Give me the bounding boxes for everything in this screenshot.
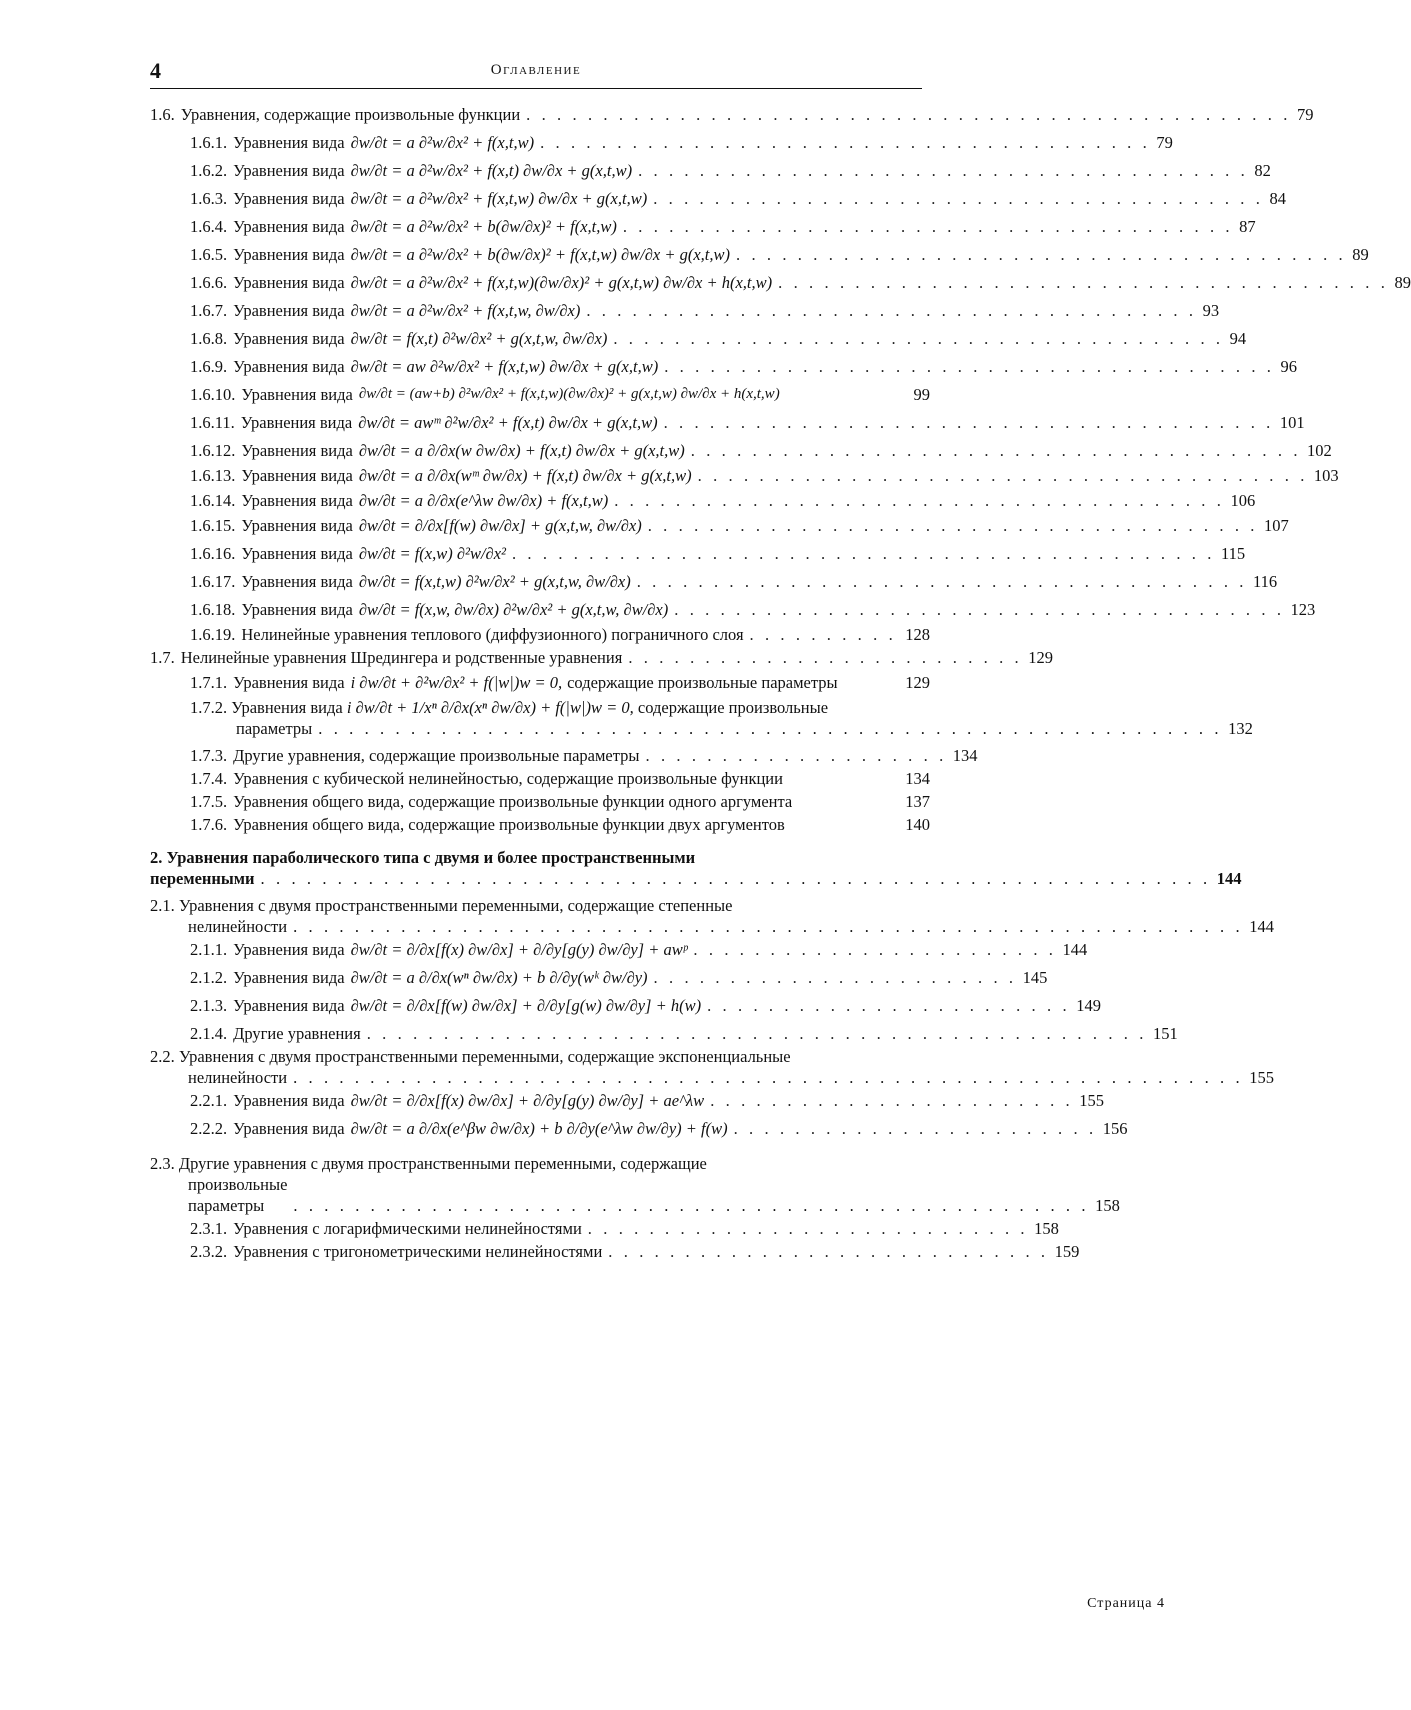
toc-page: 129 (905, 673, 930, 692)
toc-formula: ∂w/∂t = a ∂/∂x(e^βw ∂w/∂x) + b ∂/∂y(e^λw ∂w/∂y) + f(w) (350, 1119, 728, 1138)
toc-formula: ∂w/∂t = a ∂/∂x(e^λw ∂w/∂x) + f(x,t,w) (358, 491, 609, 510)
toc-number: 1.6.9. (190, 357, 228, 376)
leader-dots: . . . . . . . . . . . . . . . . . . . . . . . . (693, 940, 1057, 959)
leader-dots: . . . . . . . . . . . . . . . . . . . . . . . . . . . . . . . . . . . . . . . . (653, 189, 1264, 208)
toc-formula: ∂w/∂t = f(x,w, ∂w/∂x) ∂²w/∂x² + g(x,t,w, ∂w/∂x) (358, 600, 669, 619)
toc-title: Другие уравнения с двумя пространственными переменными, содержащие (178, 1154, 707, 1173)
toc-page: 106 (1230, 491, 1256, 510)
toc-page: 115 (1220, 544, 1246, 563)
toc-page: 87 (1239, 217, 1256, 236)
toc-entry-1-7-1[interactable] (150, 672, 930, 693)
toc-title: Уравнения вида (241, 572, 353, 591)
toc-page: 84 (1269, 189, 1286, 208)
toc-number: 2.1.2. (190, 968, 228, 987)
toc-chapter-2[interactable] (150, 847, 1242, 889)
toc-title: Уравнения вида (233, 940, 345, 959)
toc-title-continued: произвольные параметры (188, 1175, 288, 1215)
toc-formula: ∂w/∂t = a ∂²w/∂x² + f(x,t,w) (350, 133, 535, 152)
toc-number: 1.7.3. (190, 746, 228, 765)
toc-formula: ∂w/∂t = ∂/∂x[f(w) ∂w/∂x] + ∂/∂y[g(w) ∂w/∂y] + h(w) (350, 996, 702, 1015)
toc-number: 1.7.2. (190, 698, 228, 717)
toc-entry-2-2-2[interactable] (150, 1118, 1128, 1139)
toc-number: 1.6.12. (190, 441, 236, 460)
leader-dots: . . . . . . . . . . . . . . . . . . . . . . . . . . . . . . . . . . . . . . . . . . . . . . . . . . . . . . . . . . . . . . (260, 869, 1211, 888)
toc-title: Другие уравнения (233, 1024, 361, 1043)
toc-formula: ∂w/∂t = f(x,t) ∂²w/∂x² + g(x,t,w, ∂w/∂x) (350, 329, 608, 348)
toc-formula: ∂w/∂t = f(x,w) ∂²w/∂x² (358, 544, 506, 563)
toc-title: Нелинейные уравнения теплового (диффузионного) пограничного слоя (241, 625, 744, 644)
toc-page: 79 (1156, 133, 1173, 152)
toc-number: 2.3. (150, 1154, 175, 1173)
leader-dots: . . . . . . . . . . . . . . . . . . . . . . . . . . . . . . . . . . . . . . . . . . . . . . . . . . . . (293, 1196, 1090, 1215)
toc-entry-2-1[interactable] (150, 895, 1274, 937)
toc-page: 134 (952, 746, 978, 765)
toc-title: Уравнения вида (241, 441, 353, 460)
leader-dots: . . . . . . . . . . . . . . . . . . . . . . . . . . (628, 648, 1023, 667)
leader-dots: . . . . . . . . . . . . . . . . . . . . . . . . . . . . . . . . . . . . . . . . (636, 572, 1247, 591)
toc-page: 79 (1296, 105, 1314, 124)
toc-page: 137 (905, 792, 930, 811)
toc-page: 149 (1076, 996, 1101, 1015)
toc-title: Уравнения общего вида, содержащие произвольные функции двух аргументов (233, 815, 785, 834)
toc-entry-1-6-11[interactable] (150, 412, 1305, 433)
toc-title: Уравнения вида (233, 301, 345, 320)
toc-formula: ∂w/∂t = awᵐ ∂²w/∂x² + f(x,t) ∂w/∂x + g(x,t,w) (358, 413, 658, 432)
chapter-gap (150, 837, 930, 847)
toc-page: 155 (1079, 1091, 1105, 1110)
toc-page: 103 (1313, 466, 1339, 485)
toc-page: 89 (1394, 273, 1411, 292)
toc-title: Уравнения вида (240, 413, 353, 432)
toc-page: 144 (1062, 940, 1088, 959)
toc-title: Уравнения с двумя пространственными переменными, содержащие степенные (178, 896, 733, 915)
leader-dots: . . . . . . . . . . . . . . . . . . . . (645, 746, 947, 765)
leader-dots: . . . . . . . . . . . . . . . . . . . . . . . . . . . . . . . . . . . . . . . . (614, 491, 1225, 510)
toc-number: 1.6. (150, 105, 175, 124)
toc-title: Уравнения вида (233, 217, 345, 236)
leader-dots: . . . . . . . . . . . . . . . . . . . . . . . . . . . . . (587, 1219, 1029, 1238)
toc-formula: i ∂w/∂t + ∂²w/∂x² + f(|w|)w = 0, (350, 673, 563, 692)
toc-page: 107 (1264, 516, 1289, 535)
toc-page: 128 (905, 625, 930, 644)
toc-formula: ∂w/∂t = ∂/∂x[f(x) ∂w/∂x] + ∂/∂y[g(y) ∂w/∂y] + awᵖ (350, 940, 688, 959)
toc-number: 2.1.1. (190, 940, 228, 959)
toc-number: 1.7.6. (190, 815, 228, 834)
toc-page: 158 (1095, 1196, 1120, 1215)
toc-formula: ∂w/∂t = a ∂/∂x(w ∂w/∂x) + f(x,t) ∂w/∂x + g(x,t,w) (358, 441, 685, 460)
toc-formula: ∂w/∂t = ∂/∂x[f(x) ∂w/∂x] + ∂/∂y[g(y) ∂w/∂y] + ae^λw (350, 1091, 705, 1110)
toc-page: 129 (1028, 648, 1054, 667)
toc-page: 96 (1280, 357, 1297, 376)
toc-number: 1.7.1. (190, 673, 228, 692)
toc-title: Уравнения вида (241, 466, 353, 485)
toc-title: Уравнения вида (233, 968, 345, 987)
toc-number: 1.6.1. (190, 133, 228, 152)
leader-dots: . . . . . . . . . . . . . . . . . . . . . . . . (707, 996, 1071, 1015)
leader-dots: . . . . . . . . . . . . . . . . . . . . . . . . . . . . . . . . . . . . . . . . (613, 329, 1224, 348)
toc-number: 2.3.1. (190, 1219, 228, 1238)
toc-title: Уравнения общего вида, содержащие произвольные функции одного аргумента (233, 792, 793, 811)
toc-title: Уравнения вида (233, 996, 345, 1015)
toc-entry-2-2[interactable] (150, 1046, 1274, 1088)
toc-entry-1-7-3[interactable] (150, 745, 978, 766)
toc-number: 1.6.15. (190, 516, 236, 535)
toc-title: Уравнения с кубической нелинейностью, содержащие произвольные функции (233, 769, 783, 788)
toc-entry-1-6-19[interactable] (150, 624, 930, 645)
toc-formula: ∂w/∂t = a ∂/∂x(wᵐ ∂w/∂x) + f(x,t) ∂w/∂x + g(x,t,w) (358, 466, 692, 485)
toc-entry-2-2-1[interactable] (150, 1090, 1105, 1111)
toc-page: 144 (1249, 917, 1274, 936)
running-header (150, 58, 922, 88)
page-footer-label: Страница 4 (1087, 1596, 1165, 1611)
toc-number: 1.6.16. (190, 544, 236, 563)
toc-entry-1-6-16[interactable] (150, 543, 1246, 564)
toc-entry-1-6-7[interactable] (150, 300, 1220, 321)
toc-number: 1.6.19. (190, 625, 236, 644)
toc-page: 123 (1290, 600, 1316, 619)
toc-formula: ∂w/∂t = a ∂²w/∂x² + f(x,t,w)(∂w/∂x)² + g(x,t,w) ∂w/∂x + h(x,t,w) (350, 273, 773, 292)
leader-dots: . . . . . . . . . . . . . . . . . . . . . . . . . . . . . . . . . . . . . . . . (778, 273, 1389, 292)
toc-number: 2.3.2. (190, 1242, 228, 1261)
toc-number: 1.6.17. (190, 572, 236, 591)
toc-page: 134 (905, 769, 930, 788)
toc-entry-2-3-2[interactable] (150, 1241, 1080, 1262)
toc-entry-1-6-15[interactable] (150, 515, 1289, 536)
leader-dots: . . . . . . . . . . . . . . . . . . . . . . . . (710, 1091, 1074, 1110)
toc-entry-1-6-8[interactable] (150, 328, 1247, 349)
toc-title: Уравнения вида (241, 600, 353, 619)
toc-formula: i ∂w/∂t + 1/xⁿ ∂/∂x(xⁿ ∂w/∂x) + f(|w|)w = 0, (346, 698, 634, 717)
toc-formula: ∂w/∂t = ∂/∂x[f(w) ∂w/∂x] + g(x,t,w, ∂w/∂x) (358, 516, 642, 535)
toc-number: 1.6.14. (190, 491, 236, 510)
toc-page: 132 (1228, 719, 1253, 738)
leader-dots: . . . . . . . . . . . . . . . . . . . . . . . . . . . . . . . . . . . . . . . . (586, 301, 1197, 320)
toc-number: 2.2.1. (190, 1091, 228, 1110)
leader-dots: . . . . . . . . . . (749, 625, 897, 644)
toc-entry-1-6-9[interactable] (150, 356, 1297, 377)
toc-title: Уравнения вида (241, 385, 353, 404)
toc-number: 1.6.8. (190, 329, 228, 348)
toc-title-tail: содержащие произвольные параметры (567, 673, 838, 692)
toc-title: Уравнения вида (233, 357, 345, 376)
toc-entry-1-6-2[interactable] (150, 160, 1271, 181)
toc-title: Уравнения вида (233, 273, 345, 292)
toc-entry-2-1-2[interactable] (150, 967, 1048, 988)
toc-title-continued: нелинейности (188, 917, 288, 936)
toc-number: 1.6.11. (190, 413, 235, 432)
toc-entry-1-6-5[interactable] (150, 244, 1369, 265)
toc-page: 99 (913, 385, 930, 404)
leader-dots: . . . . . . . . . . . . . . . . . . . . . . . . . . . . . . . . . . . . . . . . (663, 413, 1274, 432)
leader-dots: . . . . . . . . . . . . . . . . . . . . . . . . . . . . . . . . . . . . . . . . (736, 245, 1347, 264)
toc-page: 116 (1253, 572, 1278, 591)
toc-formula: ∂w/∂t = a ∂²w/∂x² + f(x,t,w) ∂w/∂x + g(x,t,w) (350, 189, 648, 208)
toc-number: 2.2.2. (190, 1119, 228, 1138)
toc-page: 156 (1102, 1119, 1128, 1138)
toc-title: Уравнения вида (233, 673, 345, 692)
toc-number: 1.6.2. (190, 161, 228, 180)
leader-dots: . . . . . . . . . . . . . . . . . . . . . . . . (653, 968, 1017, 987)
toc-number: 1.6.10. (190, 385, 236, 404)
chapter-title: 2. Уравнения параболического типа с двумя и более пространственными (150, 848, 696, 867)
toc-number: 1.6.4. (190, 217, 228, 236)
leader-dots: . . . . . . . . . . . . . . . . . . . . . . . . . . . . . . . . . . . . . . . . (647, 516, 1259, 535)
header-title: Оглавление (490, 62, 582, 78)
toc-title: Уравнения вида (241, 544, 353, 563)
toc-page: 151 (1152, 1024, 1178, 1043)
toc-number: 1.7.5. (190, 792, 228, 811)
toc-entry-1-6-4[interactable] (150, 216, 1256, 237)
toc-number: 1.7. (150, 648, 175, 667)
leader-dots: . . . . . . . . . . . . . . . . . . . . . . . . . . . . . . . . . . . . . . . . (540, 133, 1151, 152)
toc-entry-1-6-14[interactable] (150, 490, 1256, 511)
toc-entry-1-7-6[interactable] (150, 814, 930, 835)
toc-number: 2.1.4. (190, 1024, 228, 1043)
leader-dots: . . . . . . . . . . . . . . . . . . . . . . . . . . . . . . . . . . . . . . . . (690, 441, 1302, 460)
toc-entry-2-1-3[interactable] (150, 995, 1101, 1016)
toc-entry-2-3-1[interactable] (150, 1218, 1059, 1239)
leader-dots: . . . . . . . . . . . . . . . . . . . . . . . . . . . . . . . . . . . . . . . . . . . . . . (511, 544, 1215, 563)
toc-formula: ∂w/∂t = a ∂²w/∂x² + f(x,t) ∂w/∂x + g(x,t,w) (350, 161, 633, 180)
toc-entry-2-1-4[interactable] (150, 1023, 1178, 1044)
toc-page: 140 (905, 815, 930, 834)
leader-dots: . . . . . . . . . . . . . . . . . . . . . . . . . . . . . . . . . . . . . . . . . . . . . . . . . . . (366, 1024, 1147, 1043)
toc-title-tail: содержащие произвольные (637, 698, 829, 717)
toc-title: Уравнения с двумя пространственными переменными, содержащие экспоненциальные (178, 1047, 791, 1066)
toc-page: 158 (1034, 1219, 1059, 1238)
table-of-contents (150, 104, 1411, 1264)
toc-page: 93 (1202, 301, 1220, 320)
toc-number: 2.1.3. (190, 996, 228, 1015)
toc-number: 1.6.6. (190, 273, 228, 292)
toc-entry-1-6-18[interactable] (150, 599, 1316, 620)
toc-entry-1-7[interactable] (150, 647, 1054, 668)
toc-number: 1.6.18. (190, 600, 236, 619)
page-number: 4 (150, 58, 161, 83)
toc-entry-1-6[interactable] (150, 104, 1314, 125)
toc-entry-1-6-6[interactable] (150, 272, 1411, 293)
toc-title-continued: параметры (236, 719, 313, 738)
toc-page: 155 (1249, 1068, 1274, 1087)
leader-dots: . . . . . . . . . . . . . . . . . . . . . . . . (733, 1119, 1097, 1138)
leader-dots: . . . . . . . . . . . . . . . . . . . . . . . . . . . . . . . . . . . . . . . . . . . . . . . . . . . . . . . . . . . . . . (293, 917, 1244, 936)
toc-title: Уравнения вида (233, 245, 345, 264)
chapter-title-continued: переменными (150, 869, 255, 888)
toc-title: Другие уравнения, содержащие произвольные параметры (233, 746, 640, 765)
toc-page: 94 (1229, 329, 1247, 348)
toc-number: 1.7.4. (190, 769, 228, 788)
toc-entry-1-7-2[interactable] (150, 697, 1253, 739)
chapter-page: 144 (1216, 869, 1242, 888)
toc-title: Уравнения, содержащие произвольные функции (180, 105, 521, 124)
leader-dots: . . . . . . . . . . . . . . . . . . . . . . . . . . . . . . . . . . . . . . . . (638, 161, 1249, 180)
toc-title: Уравнения вида (241, 491, 353, 510)
toc-title: Уравнения вида (233, 1119, 345, 1138)
toc-title: Уравнения вида (233, 161, 345, 180)
toc-title: Уравнения вида (233, 133, 345, 152)
toc-title: Уравнения вида (233, 1091, 345, 1110)
toc-page: 89 (1352, 245, 1369, 264)
toc-formula: ∂w/∂t = f(x,t,w) ∂²w/∂x² + g(x,t,w, ∂w/∂x) (358, 572, 631, 591)
toc-entry-1-6-12[interactable] (150, 440, 1332, 461)
toc-number: 1.6.3. (190, 189, 228, 208)
toc-entry-1-6-3[interactable] (150, 188, 1286, 209)
header-rule (150, 88, 922, 89)
toc-title: Уравнения вида (233, 329, 345, 348)
toc-title: Уравнения с логарифмическими нелинейностями (233, 1219, 582, 1238)
toc-entry-1-6-17[interactable] (150, 571, 1278, 592)
toc-entry-1-6-10[interactable] (150, 384, 930, 405)
leader-dots: . . . . . . . . . . . . . . . . . . . . . . . . . . . . . . . . . . . . . . . . (664, 357, 1275, 376)
toc-entry-2-3[interactable] (150, 1153, 1120, 1216)
toc-number: 1.6.13. (190, 466, 236, 485)
leader-dots: . . . . . . . . . . . . . . . . . . . . . . . . . . . . . . . . . . . . . . . . . . . . . . . . . . . . . . . . . . . (318, 719, 1223, 738)
leader-dots: . . . . . . . . . . . . . . . . . . . . . . . . . . . . . . . . . . . . . . . . . . . . . . . . . . . . . . . . . . . . . . (293, 1068, 1244, 1087)
toc-page: 101 (1279, 413, 1305, 432)
toc-entry-1-7-4[interactable] (150, 768, 930, 789)
toc-number: 1.6.7. (190, 301, 228, 320)
toc-entry-1-6-13[interactable] (150, 465, 1339, 486)
toc-page: 145 (1022, 968, 1048, 987)
toc-number: 1.6.5. (190, 245, 228, 264)
leader-dots: . . . . . . . . . . . . . . . . . . . . . . . . . . . . . . . . . . . . . . . . . . . . . . . . . . (526, 105, 1291, 124)
toc-page: 82 (1254, 161, 1271, 180)
toc-number: 2.2. (150, 1047, 175, 1066)
toc-entry-1-6-1[interactable] (150, 132, 1173, 153)
toc-title-continued: нелинейности (188, 1068, 288, 1087)
toc-number: 2.1. (150, 896, 175, 915)
toc-formula: ∂w/∂t = a ∂²w/∂x² + b(∂w/∂x)² + f(x,t,w) ∂w/∂x + g(x,t,w) (350, 245, 730, 264)
toc-title: Уравнения вида (231, 698, 343, 717)
toc-formula: ∂w/∂t = aw ∂²w/∂x² + f(x,t,w) ∂w/∂x + g(x,t,w) (350, 357, 659, 376)
leader-dots: . . . . . . . . . . . . . . . . . . . . . . . . . . . . . . . . . . . . . . . . (622, 217, 1234, 236)
toc-page: 102 (1307, 441, 1332, 460)
toc-title: Уравнения вида (233, 189, 345, 208)
toc-formula: ∂w/∂t = (aw+b) ∂²w/∂x² + f(x,t,w)(∂w/∂x)² + g(x,t,w) ∂w/∂x + h(x,t,w) (358, 386, 780, 402)
toc-formula: ∂w/∂t = a ∂²w/∂x² + b(∂w/∂x)² + f(x,t,w) (350, 217, 617, 236)
toc-entry-1-7-5[interactable] (150, 791, 930, 812)
leader-dots: . . . . . . . . . . . . . . . . . . . . . . . . . . . . . (608, 1242, 1049, 1261)
toc-formula: ∂w/∂t = a ∂/∂x(wⁿ ∂w/∂x) + b ∂/∂y(wᵏ ∂w/∂y) (350, 968, 648, 987)
leader-dots: . . . . . . . . . . . . . . . . . . . . . . . . . . . . . . . . . . . . . . . . (697, 466, 1308, 485)
toc-title: Уравнения с тригонометрическими нелинейностями (233, 1242, 603, 1261)
leader-dots: . . . . . . . . . . . . . . . . . . . . . . . . . . . . . . . . . . . . . . . . (674, 600, 1285, 619)
toc-formula: ∂w/∂t = a ∂²w/∂x² + f(x,t,w, ∂w/∂x) (350, 301, 581, 320)
toc-title: Нелинейные уравнения Шредингера и родственные уравнения (180, 648, 623, 667)
toc-page: 159 (1054, 1242, 1080, 1261)
toc-entry-2-1-1[interactable] (150, 939, 1088, 960)
toc-title: Уравнения вида (241, 516, 353, 535)
